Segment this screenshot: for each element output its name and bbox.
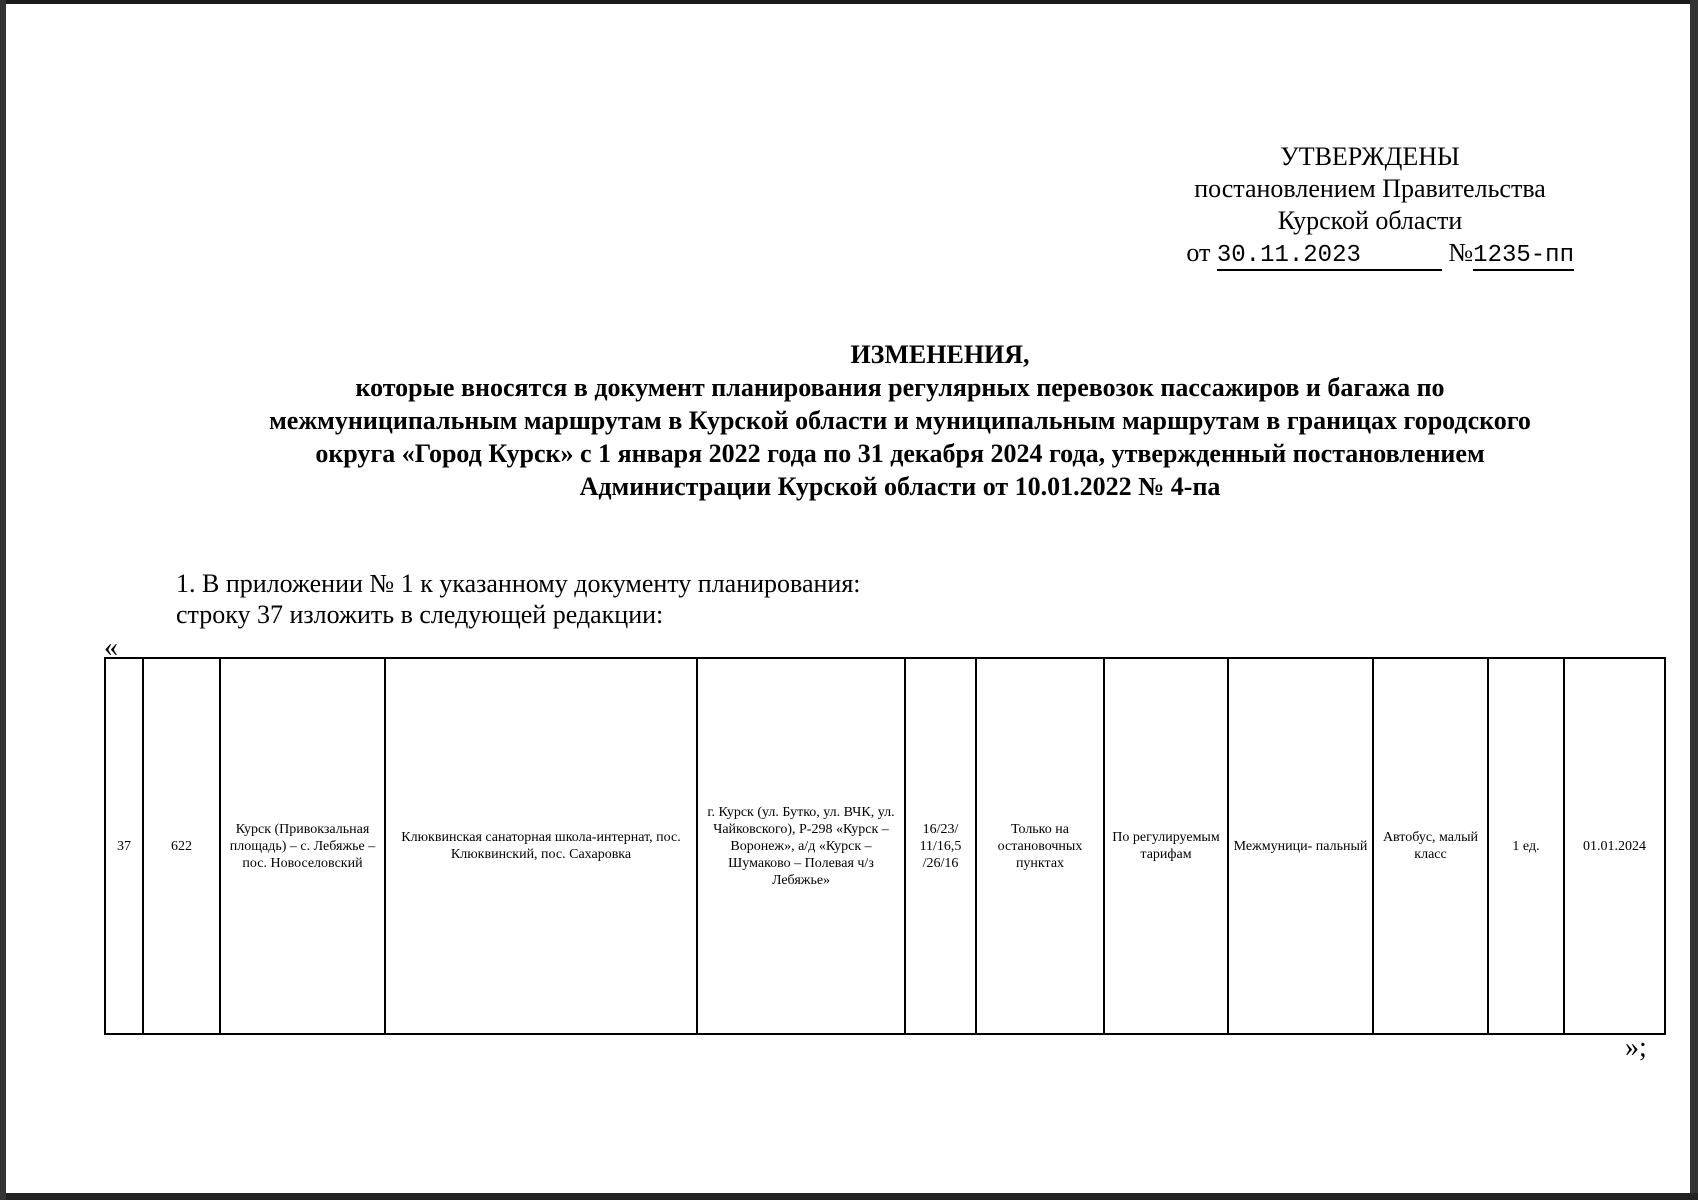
instruction-line-2: строку 37 изложить в следующей редакции: bbox=[176, 600, 664, 629]
approval-line-region: Курской области bbox=[1277, 206, 1463, 235]
approval-date-number bbox=[1150, 237, 1590, 271]
heading-line: межмуниципальным маршрутам в Курской области и муниципальным маршрутам в границах городского bbox=[269, 406, 1531, 435]
heading-line: Администрации Курской области от 10.01.2022 № 4-па bbox=[579, 472, 1221, 501]
approval-title: УТВЕРЖДЕНЫ bbox=[1280, 142, 1460, 171]
cell-tariff: По регулируемым тарифам bbox=[1104, 658, 1228, 1034]
approval-date: 30.11.2023 bbox=[1217, 243, 1442, 271]
heading-line: округа «Город Курск» с 1 января 2022 года по 31 декабря 2024 года, утвержденный постановлением bbox=[315, 439, 1485, 468]
scan-edge-right bbox=[1690, 0, 1698, 1200]
cell-vehicle-class: Автобус, малый класс bbox=[1373, 658, 1488, 1034]
date-prefix: от bbox=[1186, 238, 1211, 267]
approval-number: 1235-пп bbox=[1473, 242, 1574, 269]
table-row bbox=[105, 658, 1665, 1034]
heading-line: которые вносятся в документ планирования регулярных перевозок пассажиров и багажа по bbox=[355, 373, 1445, 402]
opening-quote: « bbox=[104, 632, 118, 663]
approval-block bbox=[1150, 141, 1590, 271]
heading-title: ИЗМЕНЕНИЯ, bbox=[850, 340, 1030, 369]
cell-route-length: 16/23/ 11/16,5 /26/16 bbox=[905, 658, 976, 1034]
scan-edge-bottom bbox=[0, 1193, 1698, 1200]
scan-edge-left bbox=[0, 0, 6, 1200]
number-prefix: № bbox=[1448, 238, 1474, 267]
cell-route-type: Межмуници- пальный bbox=[1228, 658, 1373, 1034]
closing-quote: »; bbox=[1625, 1032, 1647, 1063]
cell-intermediate-stops: Клюквинская санаторная школа-интернат, пос. Клюквинский, пос. Сахаровка bbox=[385, 658, 697, 1034]
document-heading bbox=[180, 338, 1620, 503]
route-table bbox=[104, 657, 1666, 1035]
instructions bbox=[176, 568, 861, 630]
cell-route-name: Курск (Привокзальная площадь) – с. Лебяжье – пос. Новоселовский bbox=[220, 658, 385, 1034]
cell-route-number: 622 bbox=[143, 658, 220, 1034]
approval-line-resolution: постановлением Правительства bbox=[1194, 174, 1546, 203]
cell-streets: г. Курск (ул. Бутко, ул. ВЧК, ул. Чайковского), Р-298 «Курск – Воронеж», а/д «Курск – Шумаково – Полевая ч/з Лебяжье» bbox=[697, 658, 905, 1034]
cell-boarding-procedure: Только на остановочных пунктах bbox=[976, 658, 1104, 1034]
cell-start-date: 01.01.2024 bbox=[1564, 658, 1665, 1034]
instruction-line-1: 1. В приложении № 1 к указанному документу планирования: bbox=[176, 569, 861, 598]
cell-row-number: 37 bbox=[105, 658, 143, 1034]
cell-vehicle-count: 1 ед. bbox=[1488, 658, 1564, 1034]
scan-edge-top bbox=[0, 0, 1698, 4]
